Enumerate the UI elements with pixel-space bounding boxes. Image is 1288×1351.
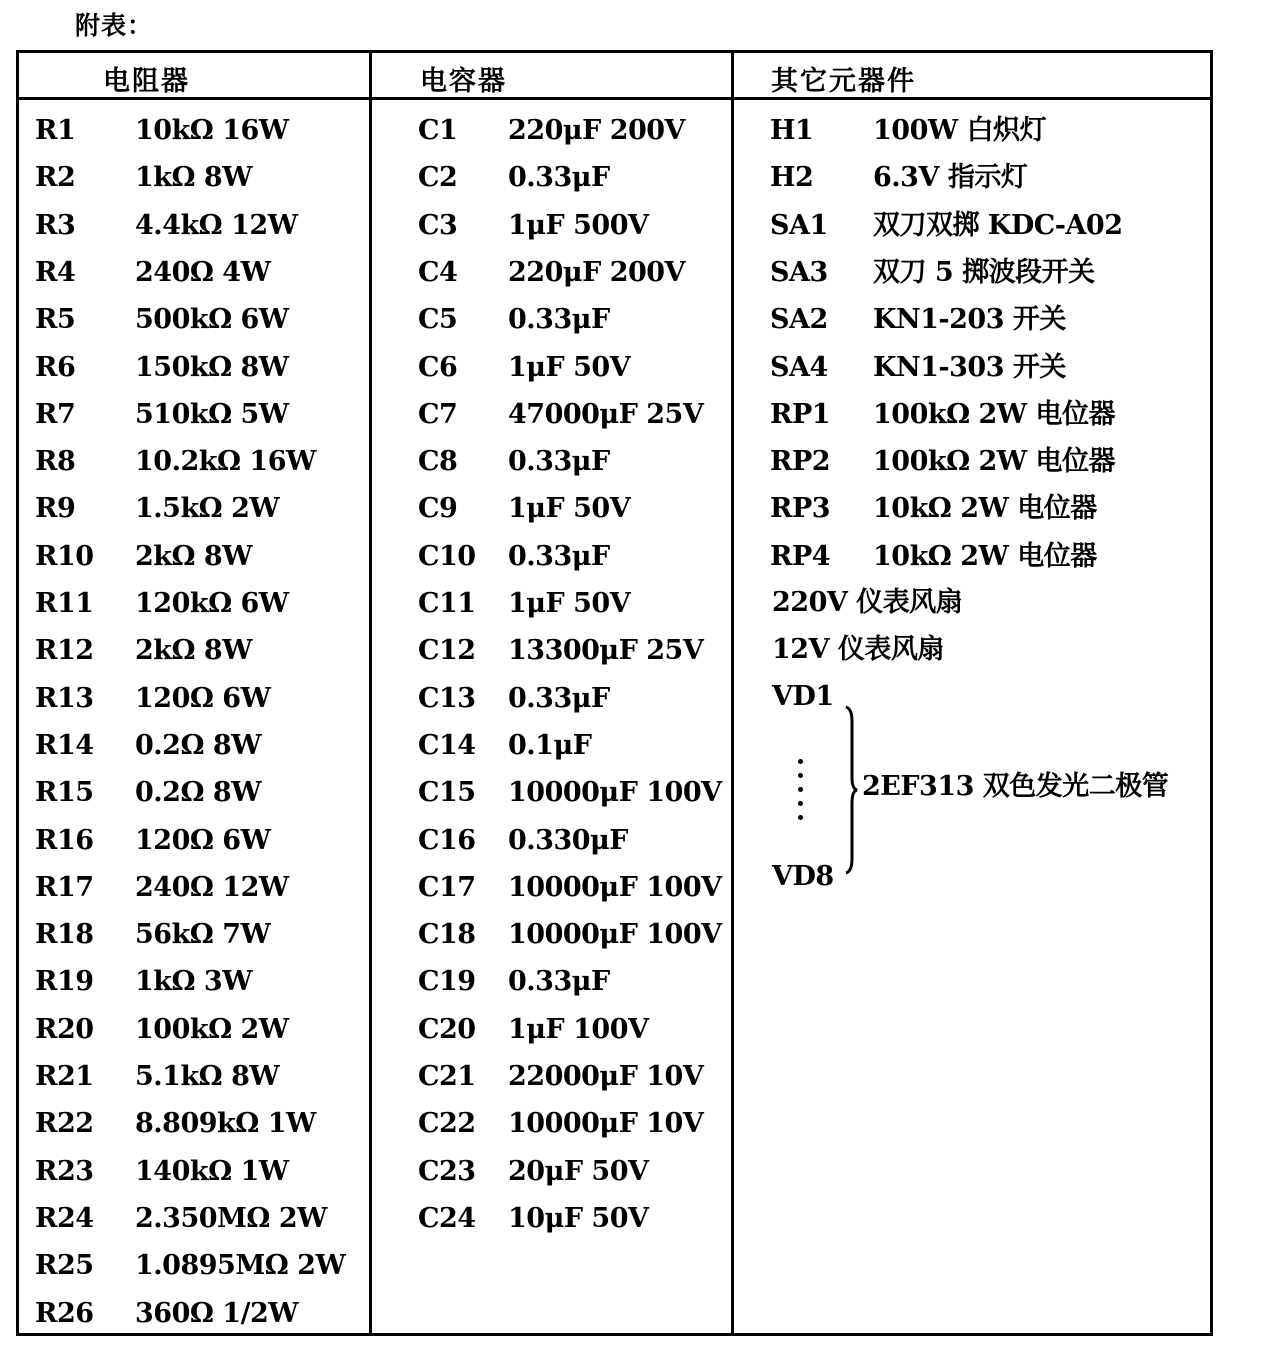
right-brace-icon: [844, 705, 858, 875]
component-value: 47000μF 25V: [508, 398, 704, 430]
component-ref: C6: [418, 351, 458, 383]
component-value: 1kΩ 8W: [135, 162, 253, 194]
component-ref: C2: [418, 162, 458, 194]
component-ref: C1: [418, 115, 458, 146]
component-value: 1μF 50V: [508, 351, 631, 383]
component-value: 10kΩ 2W 电位器: [873, 540, 1097, 572]
component-value: 10μF 50V: [508, 1202, 649, 1234]
component-value: KN1-303 开关: [873, 351, 1066, 383]
fan-label: 220V 仪表风扇: [772, 587, 963, 618]
component-value: 0.33μF: [508, 162, 610, 194]
component-value: 2.350MΩ 2W: [135, 1202, 327, 1234]
component-value: 1.0895MΩ 2W: [135, 1250, 346, 1282]
component-ref: R20: [35, 1013, 94, 1045]
component-value: 360Ω 1/2W: [135, 1297, 299, 1329]
component-ref: R8: [35, 446, 76, 478]
component-ref: R14: [35, 729, 94, 761]
header-capacitors: 电容器: [420, 66, 507, 97]
component-ref: SA2: [770, 304, 828, 336]
component-value: 100kΩ 2W: [135, 1013, 289, 1045]
component-ref: R3: [35, 209, 76, 241]
component-value: 1μF 50V: [508, 588, 631, 619]
component-value: 10.2kΩ 16W: [135, 446, 316, 478]
component-ref: C15: [418, 777, 476, 809]
component-ref: R12: [35, 635, 94, 667]
component-value: 0.33μF: [508, 304, 610, 336]
column-divider-1: [369, 53, 372, 1333]
component-ref: R16: [35, 824, 94, 856]
component-ref: C17: [418, 871, 476, 903]
component-ref: C8: [418, 446, 458, 478]
component-ref: C12: [418, 635, 476, 667]
component-ref: C21: [418, 1061, 476, 1092]
component-ref: R21: [35, 1061, 94, 1092]
component-ref: SA4: [770, 351, 828, 383]
component-ref: R6: [35, 351, 76, 383]
component-value: 0.33μF: [508, 966, 610, 998]
component-ref: R7: [35, 398, 76, 430]
component-value: 10000μF 10V: [508, 1108, 704, 1140]
column-divider-2: [731, 53, 734, 1333]
component-ref: C5: [418, 304, 458, 336]
component-value: 240Ω 4W: [135, 256, 271, 288]
component-ref: C13: [418, 682, 476, 714]
component-ref: R15: [35, 777, 94, 809]
component-value: 10000μF 100V: [508, 919, 722, 951]
component-value: 510kΩ 5W: [135, 398, 289, 430]
component-value: 0.33μF: [508, 682, 610, 714]
component-ref: C24: [418, 1202, 476, 1234]
component-ref: C4: [418, 256, 458, 288]
component-value: 100kΩ 2W 电位器: [873, 398, 1116, 430]
component-value: 1μF 500V: [508, 209, 649, 241]
component-value: 8.809kΩ 1W: [135, 1108, 316, 1140]
component-value: 13300μF 25V: [508, 635, 704, 667]
component-ref: R17: [35, 871, 94, 903]
component-value: 0.33μF: [508, 446, 610, 478]
component-value: 4.4kΩ 12W: [135, 209, 298, 241]
component-ref: C16: [418, 824, 476, 856]
component-value: 2kΩ 8W: [135, 635, 253, 667]
component-value: 220μF 200V: [508, 256, 685, 288]
component-ref: R5: [35, 304, 76, 336]
component-value: 0.33μF: [508, 540, 610, 572]
component-ref: C3: [418, 209, 458, 241]
component-ref: R1: [35, 115, 76, 146]
component-ref: R11: [35, 588, 94, 619]
component-ref: R19: [35, 966, 94, 998]
component-value: 5.1kΩ 8W: [135, 1061, 280, 1092]
component-value: 0.2Ω 8W: [135, 777, 262, 809]
component-value: 0.1μF: [508, 729, 592, 761]
component-value: 1kΩ 3W: [135, 966, 253, 998]
component-value: 1μF 100V: [508, 1013, 649, 1045]
component-value: 0.330μF: [508, 824, 628, 856]
appendix-title: 附表：: [75, 11, 154, 40]
component-ref: RP3: [770, 493, 831, 525]
component-ref: C11: [418, 588, 476, 619]
component-ref: R4: [35, 256, 76, 288]
component-ref: RP1: [770, 398, 831, 430]
component-ref: C23: [418, 1155, 476, 1187]
component-value: 1.5kΩ 2W: [135, 493, 280, 525]
component-value: 220μF 200V: [508, 115, 685, 146]
component-ref: C9: [418, 493, 458, 525]
header-other-components: 其它元器件: [771, 66, 916, 97]
component-ref: R9: [35, 493, 76, 525]
component-value: 140kΩ 1W: [135, 1155, 289, 1187]
component-ref: R22: [35, 1108, 94, 1140]
component-value: 120Ω 6W: [135, 824, 271, 856]
component-ref: RP2: [770, 446, 831, 478]
component-ref: R10: [35, 540, 94, 572]
component-ref: R2: [35, 162, 76, 194]
component-value: 10000μF 100V: [508, 871, 722, 903]
component-value: 150kΩ 8W: [135, 351, 289, 383]
component-ref: C19: [418, 966, 476, 998]
component-ref: C7: [418, 398, 458, 430]
component-value: KN1-203 开关: [873, 304, 1066, 336]
component-ref: R25: [35, 1250, 94, 1282]
component-ref: R26: [35, 1297, 94, 1329]
component-value: 100kΩ 2W 电位器: [873, 446, 1116, 478]
component-value: 0.2Ω 8W: [135, 729, 262, 761]
component-value: 10kΩ 16W: [135, 115, 289, 146]
component-ref: C18: [418, 919, 476, 951]
component-ref: H2: [770, 162, 814, 194]
component-ref: SA1: [770, 209, 828, 241]
component-ref: R23: [35, 1155, 94, 1187]
component-ref: R13: [35, 682, 94, 714]
component-value: 240Ω 12W: [135, 871, 289, 903]
component-value: 1μF 50V: [508, 493, 631, 525]
component-value: 10000μF 100V: [508, 777, 722, 809]
component-value: 双刀 5 掷波段开关: [873, 256, 1095, 288]
component-value: 56kΩ 7W: [135, 919, 271, 951]
component-ref: C22: [418, 1108, 476, 1140]
component-value: 6.3V 指示灯: [873, 162, 1028, 194]
component-value: 120kΩ 6W: [135, 588, 289, 619]
component-value: 20μF 50V: [508, 1155, 649, 1187]
component-ref: H1: [770, 115, 814, 146]
component-ref: RP4: [770, 540, 831, 572]
component-value: 10kΩ 2W 电位器: [873, 493, 1097, 525]
component-ref: R18: [35, 919, 94, 951]
components-table: 电阻器 电容器 其它元器件 R1 10kΩ 16W R2 1kΩ 8W R3 4.4kΩ 12W R4 240Ω 4W R5 500kΩ 6W R6 150kΩ 8W R7 510kΩ 5W R8 10.2kΩ 16W R9 1.5kΩ 2W R10 2kΩ 8W R11 120kΩ 6W R12 2kΩ 8W R13 120Ω 6W R14 0.2Ω 8W R15 0.2Ω 8W R16 120Ω 6W R17 240Ω 12W R18 56kΩ 7W R19 1kΩ 3W R20 100kΩ 2W R21 5.1kΩ 8W R22 8.809kΩ 1W R23 140kΩ 1W R24 2.350MΩ 2W R25 1.0895MΩ 2W R26 360Ω 1/2W C1 220μF 200V C2 0.33μF C3 1μF 500V C4 220μF 200V C5 0.33μF C6 1μF 50V C7 47000μF 25V C8 0.33μF C9 1μF 50V C10 0.33μF C11 1μF 50V C12 13300μF 25V C13 0.33μF C14 0.1μF C15 10000μF 100V C16 0.330μF C17 10000μF 100V C18 10000μF 100V C19 0.33μF C20 1μF 100V C21 22000μF 10V C22 10000μF 10V C23 20μF 50V C24 10μF 50V H1 100W 白炽灯 H2 6.3V 指示灯 SA1 双刀双掷 KDC-A02 SA3 双刀 5 掷波段开关 SA2 KN1-203 开关 SA4 KN1-303 开关 RP1 100kΩ 2W 电位器 RP2 100kΩ 2W 电位器 RP3 10kΩ 2W 电位器 RP4 10kΩ 2W 电位器 220V 仪表风扇 12V 仪表风扇 VD1 VD8 2EF313 双色发光二极管: [16, 50, 1213, 1336]
header-resistors: 电阻器: [103, 66, 190, 97]
component-value: 2kΩ 8W: [135, 540, 253, 572]
component-value: 120Ω 6W: [135, 682, 271, 714]
component-value: 双刀双掷 KDC-A02: [873, 209, 1123, 241]
component-value: 100W 白炽灯: [873, 115, 1047, 146]
component-ref: SA3: [770, 256, 828, 288]
ellipsis-dots-icon: [798, 759, 804, 829]
component-value: 22000μF 10V: [508, 1061, 704, 1092]
fan-label: 12V 仪表风扇: [772, 634, 944, 665]
component-ref: C10: [418, 540, 476, 572]
component-ref: C14: [418, 729, 476, 761]
component-ref: C20: [418, 1013, 476, 1045]
component-value: 500kΩ 6W: [135, 304, 289, 336]
component-ref: R24: [35, 1202, 94, 1234]
header-divider: [19, 97, 1210, 100]
